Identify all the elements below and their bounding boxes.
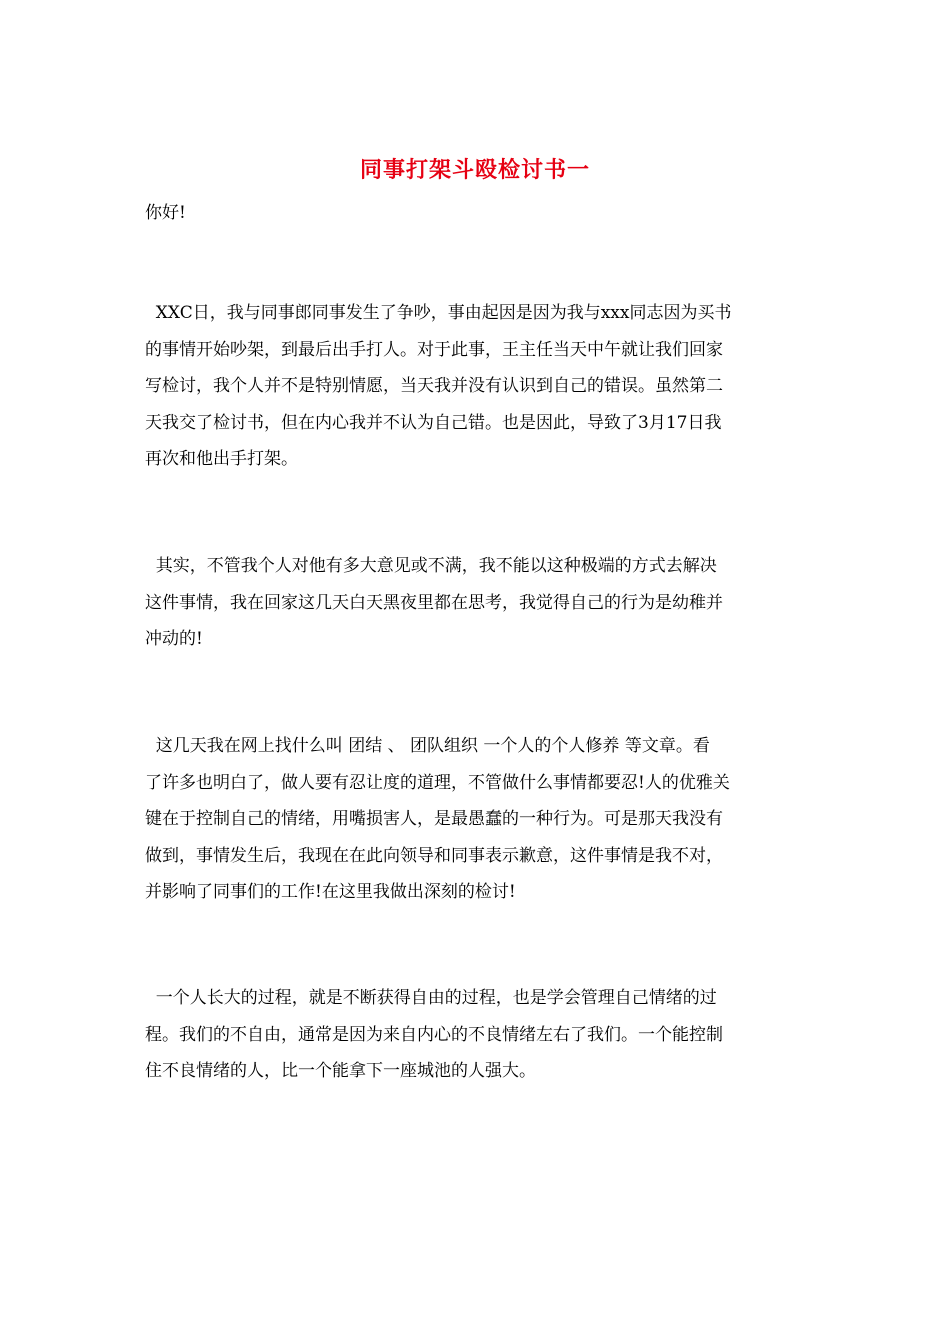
paragraph-line: 程。我们的不自由，通常是因为来自内心的不良情绪左右了我们。一个能控制 [145, 1024, 723, 1045]
paragraph-line: 这几天我在网上找什么叫 团结 、 团队组织 一个人的个人修养 等文章。看 [145, 736, 710, 756]
paragraph-line: 冲动的! [145, 629, 203, 650]
paragraph-line: 天我交了检讨书，但在内心我并不认为自己错。也是因此，导致了3月17日我 [145, 412, 722, 433]
greeting: 你好! [145, 203, 186, 223]
paragraph-line: 一个人长大的过程，就是不断获得自由的过程，也是学会管理自己情绪的过 [145, 988, 717, 1008]
paragraph-line: 的事情开始吵架，到最后出手打人。对于此事，王主任当天中午就让我们回家 [145, 339, 723, 360]
document-title: 同事打架斗殴检讨书一 [359, 157, 590, 183]
paragraph-2 [145, 548, 810, 658]
paragraph-line: 其实，不管我个人对他有多大意见或不满，我不能以这种极端的方式去解决 [145, 556, 717, 576]
paragraph-line: 再次和他出手打架。 [145, 449, 298, 470]
paragraph-line: 住不良情绪的人，比一个能拿下一座城池的人强大。 [145, 1061, 536, 1082]
paragraph-line: 键在于控制自己的情绪，用嘴损害人，是最愚蠢的一种行为。可是那天我没有 [145, 809, 723, 830]
paragraph-line: 这件事情，我在回家这几天白天黑夜里都在思考，我觉得自己的行为是幼稚并 [145, 592, 723, 613]
paragraph-line: 写检讨，我个人并不是特别情愿，当天我并没有认识到自己的错误。虽然第二 [145, 376, 723, 397]
paragraph-line: 了许多也明白了，做人要有忍让度的道理，不管做什么事情都要忍!人的优雅关 [145, 772, 730, 793]
paragraph-1 [145, 295, 810, 478]
paragraph-3 [145, 728, 810, 911]
paragraph-4 [145, 980, 810, 1090]
paragraph-line: 做到，事情发生后，我现在在此向领导和同事表示歉意，这件事情是我不对， [145, 845, 723, 866]
paragraph-line: 并影响了同事们的工作!在这里我做出深刻的检讨! [145, 882, 516, 903]
paragraph-line: XXC日，我与同事郎同事发生了争吵，事由起因是因为我与xxx同志因为买书 [145, 303, 732, 323]
